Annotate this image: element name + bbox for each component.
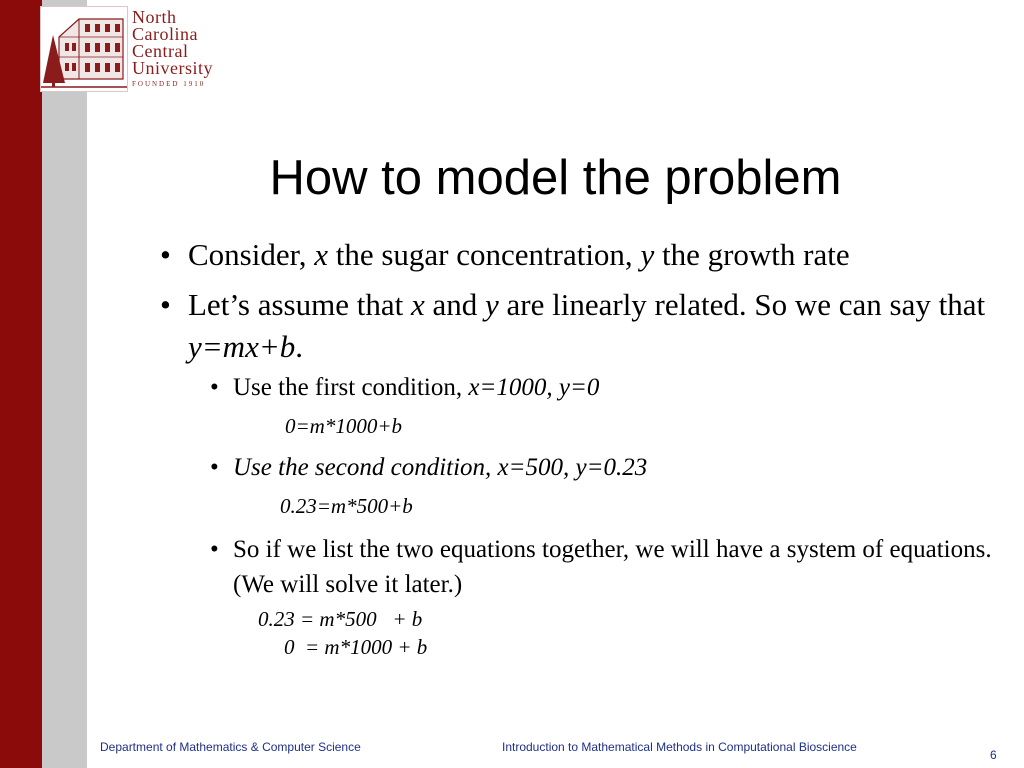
bullet-dot: • <box>210 536 219 563</box>
sub-bullet-text: So if we list the two equations together, we will have a system of equations. (We will solve it later.) <box>233 536 992 598</box>
bullet-dot: • <box>160 287 171 322</box>
sub-bullet-text: Use the first condition, <box>233 374 469 401</box>
bullet-text: the sugar concentration, <box>327 237 641 272</box>
var-y: y <box>485 287 499 322</box>
logo-line-2: Carolina <box>132 24 198 44</box>
bullet-consider <box>160 234 1010 276</box>
system-line-2: 0 = m*1000 + b <box>284 635 428 659</box>
left-maroon-band <box>0 0 42 768</box>
slide-body <box>160 234 1010 661</box>
sub-bullet-first-condition <box>160 370 1010 405</box>
building-emblem <box>40 6 128 92</box>
condition-values: x=1000, y=0 <box>468 374 600 401</box>
sub-bullet-text: Use the second condition, x=500, y=0.23 <box>233 454 648 481</box>
linear-equation: y=mx+b <box>188 329 296 364</box>
bullet-text: are linearly related. So we can say that <box>498 287 986 322</box>
bullet-text: the growth rate <box>654 237 850 272</box>
var-x: x <box>314 237 328 272</box>
logo-line-4: University <box>132 58 213 78</box>
footer-department: Department of Mathematics & Computer Science <box>100 740 361 754</box>
university-logo <box>40 6 255 92</box>
bullet-text: . <box>295 329 303 364</box>
building-icon <box>41 7 127 91</box>
sub-bullet-system <box>160 532 1010 602</box>
university-name <box>132 9 213 77</box>
logo-founded: FOUNDED 1910 <box>132 80 206 88</box>
slide-title: How to model the problem <box>269 151 842 205</box>
system-line-1: 0.23 = m*500 + b <box>258 607 423 631</box>
equation-1: 0=m*1000+b <box>285 414 403 438</box>
bullet-text: Consider, <box>188 237 315 272</box>
bullet-text: Let’s assume that <box>188 287 411 322</box>
page-number: 6 <box>990 748 997 762</box>
bullet-dot: • <box>210 374 219 401</box>
logo-line-3: Central <box>132 41 189 61</box>
equation-2: 0.23=m*500+b <box>280 494 413 518</box>
bullet-text: and <box>424 287 486 322</box>
bullet-assume <box>160 284 1010 368</box>
bullet-dot: • <box>160 237 171 272</box>
var-y: y <box>640 237 655 272</box>
sub-bullet-second-condition <box>160 450 1010 485</box>
left-gray-band <box>42 0 87 768</box>
logo-line-1: North <box>132 7 177 27</box>
var-x: x <box>410 287 425 322</box>
footer-course: Introduction to Mathematical Methods in Computational Bioscience <box>502 740 857 754</box>
bullet-dot: • <box>210 454 219 481</box>
